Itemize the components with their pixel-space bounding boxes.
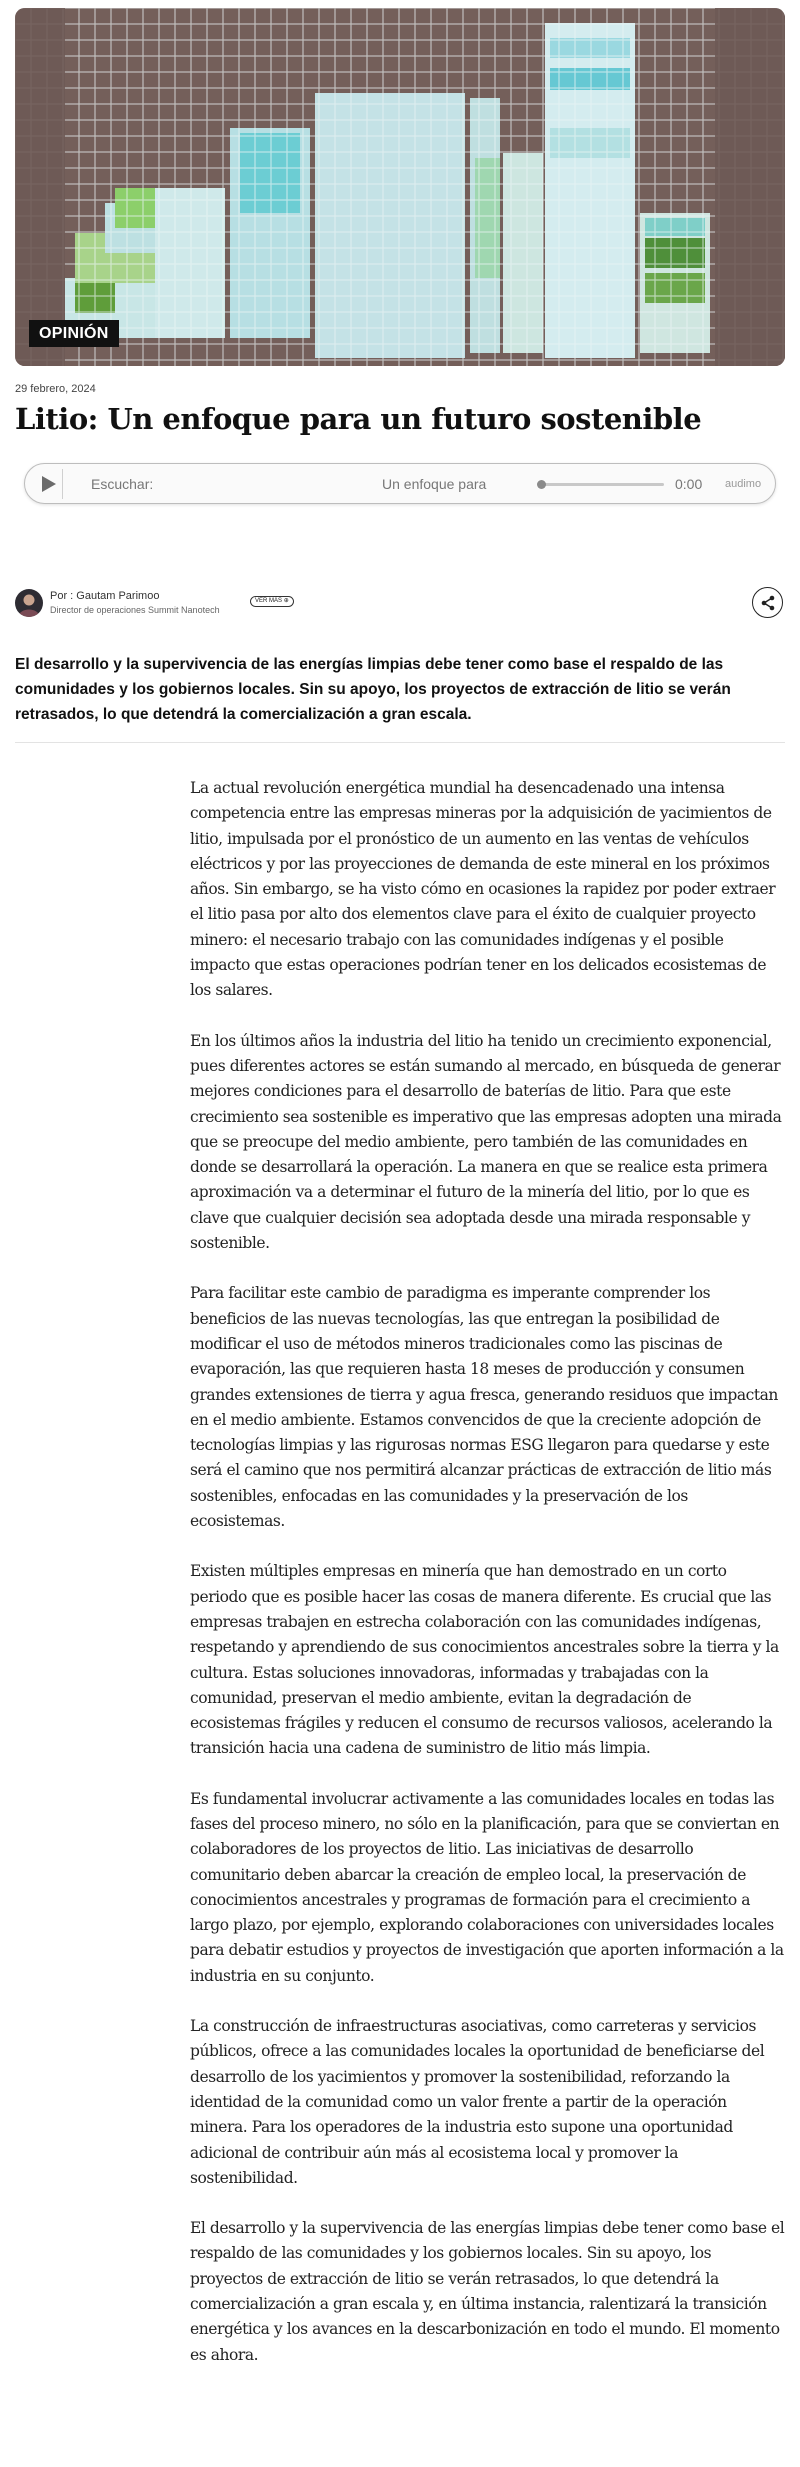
share-button[interactable] [752, 587, 783, 618]
author-avatar[interactable] [15, 589, 43, 617]
body-paragraph: La actual revolución energética mundial ha desencadenado una intensa competencia entre las empresas mineras por la adquisición de yacimientos de litio, impulsada por el pronóstico de un aumento en las ventas de vehículos eléctricos y por las proyecciones de demanda de este mineral en los próximos años. Sin embargo, se ha visto cómo en ocasiones la rapidez por poder extraer el litio pasa por alto dos elementos clave para el éxito de cualquier proyecto minero: el necesario trabajo con las comunidades indígenas y el posible impacto que estas operaciones podrían tener en los delicados ecosistemas de los salares. [190, 779, 776, 1000]
plus-icon: ⊕ [283, 598, 289, 604]
player-brand-logo[interactable]: audimo [725, 478, 762, 490]
progress-slider[interactable] [540, 483, 664, 486]
see-more-label: VER MÁS [255, 598, 283, 604]
body-paragraph: La construcción de infraestructuras asociativas, como carreteras y servicios públicos, ofrece a las comunidades locales la oportunidad de beneficiarse del desarrollo de los yacimientos y promover la sostenibilidad, reforzando la identidad de la comunidad como un valor frente a partir de la operación minera. Para los operadores de la industria esto supone una oportunidad adicional de contribuir aún más al ecosistema local y promover la sostenibilidad. [190, 2017, 765, 2187]
share-icon [760, 595, 776, 611]
body-paragraph: Para facilitar este cambio de paradigma es imperante comprender los beneficios de las nuevas tecnologías, las que entregan la posibilidad de modificar el uso de métodos mineros tradicionales como las piscinas de evaporación, las que requieren hasta 18 meses de producción y consumen grandes extensiones de tierra y agua fresca, generando residuos que impactan en el medio ambiente. Estamos convencidos de que la creciente adopción de tecnologías limpias y las rigurosas normas ESG llegaron para quedarse y este será el camino que nos permitirá alcanzar prácticas de extracción de litio más sostenibles, enfocadas en las comunidades y la preservación de los ecosistemas. [190, 1284, 778, 1531]
elapsed-time: 0:00 [675, 476, 703, 492]
play-icon [41, 476, 57, 492]
track-title: Un enfoque para [382, 476, 487, 492]
lithium-evaporation-ponds-image [15, 8, 785, 366]
audio-player [24, 463, 776, 504]
see-more-button[interactable] [250, 596, 294, 607]
article-title: Litio: Un enfoque para un futuro sostenible [15, 402, 702, 436]
article-body [190, 776, 786, 2393]
listen-label: Escuchar: [91, 476, 154, 492]
progress-knob[interactable] [537, 480, 546, 489]
divider [15, 742, 785, 743]
opinion-badge: OPINIÓN [29, 320, 119, 347]
body-paragraph: En los últimos años la industria del litio ha tenido un crecimiento exponencial, pues diferentes actores se están sumando al mercado, en búsqueda de generar mejores condiciones para el desarrollo de baterías de litio. Para que este crecimiento sea sostenible es imperativo que las empresas adopten una mirada que se preocupe del medio ambiente, pero también de las comunidades en donde se desarrollará la operación. La manera en que se realice esta primera aproximación va a determinar el futuro de la minería del litio, por lo que es clave que cualquier decisión sea adoptada desde una mirada responsable y sostenible. [190, 1031, 782, 1253]
play-button[interactable] [35, 469, 63, 499]
author-role: Director de operaciones Summit Nanotech [50, 605, 220, 615]
publish-date: 29 febrero, 2024 [15, 383, 96, 395]
body-paragraph: Existen múltiples empresas en minería que han demostrado en un corto periodo que es posible hacer las cosas de manera diferente. Es crucial que las empresas trabajen en estrecha colaboración con las comunidades indígenas, respetando y aprendiendo de sus conocimientos ancestrales sobre la tierra y la cultura. Estas soluciones innovadoras, informadas y trabajadas con la comunidad, preservan el medio ambiente, evitan la degradación de ecosistemas frágiles y reducen el consumo de recursos valiosos, acelerando la transición hacia una cadena de suministro de litio más limpia. [190, 1562, 779, 1758]
hero-image [15, 8, 785, 366]
author-byline[interactable]: Por : Gautam Parimoo [50, 590, 160, 602]
body-paragraph: Es fundamental involucrar activamente a las comunidades locales en todas las fases del proceso minero, no sólo en la planificación, para que se conviertan en colaboradores de los proyectos de litio. Las iniciativas de desarrollo comunitario deben abarcar la creación de empleo local, la preservación de conocimientos ancestrales y programas de formación para el crecimiento a largo plazo, por ejemplo, explorando colaboraciones con universidades locales para debatir estudios y proyectos de investigación que aporten información a la industria en su conjunto. [190, 1789, 784, 1985]
body-paragraph: El desarrollo y la supervivencia de las energías limpias debe tener como base el respaldo de las comunidades y los gobiernos locales. Sin su apoyo, los proyectos de extracción de litio se verán retrasados, lo que detendrá la comercialización a gran escala y, en última instancia, ralentizará la transición energética y los avances en la descarbonización en todo el mundo. El momento es ahora. [190, 2219, 785, 2364]
article-lead: El desarrollo y la supervivencia de las energías limpias debe tener como base el respaldo de las comunidades y los gobiernos locales. Sin su apoyo, los proyectos de extracción de litio se verán retrasados, lo que detendrá la comercialización a gran escala. [15, 656, 731, 723]
